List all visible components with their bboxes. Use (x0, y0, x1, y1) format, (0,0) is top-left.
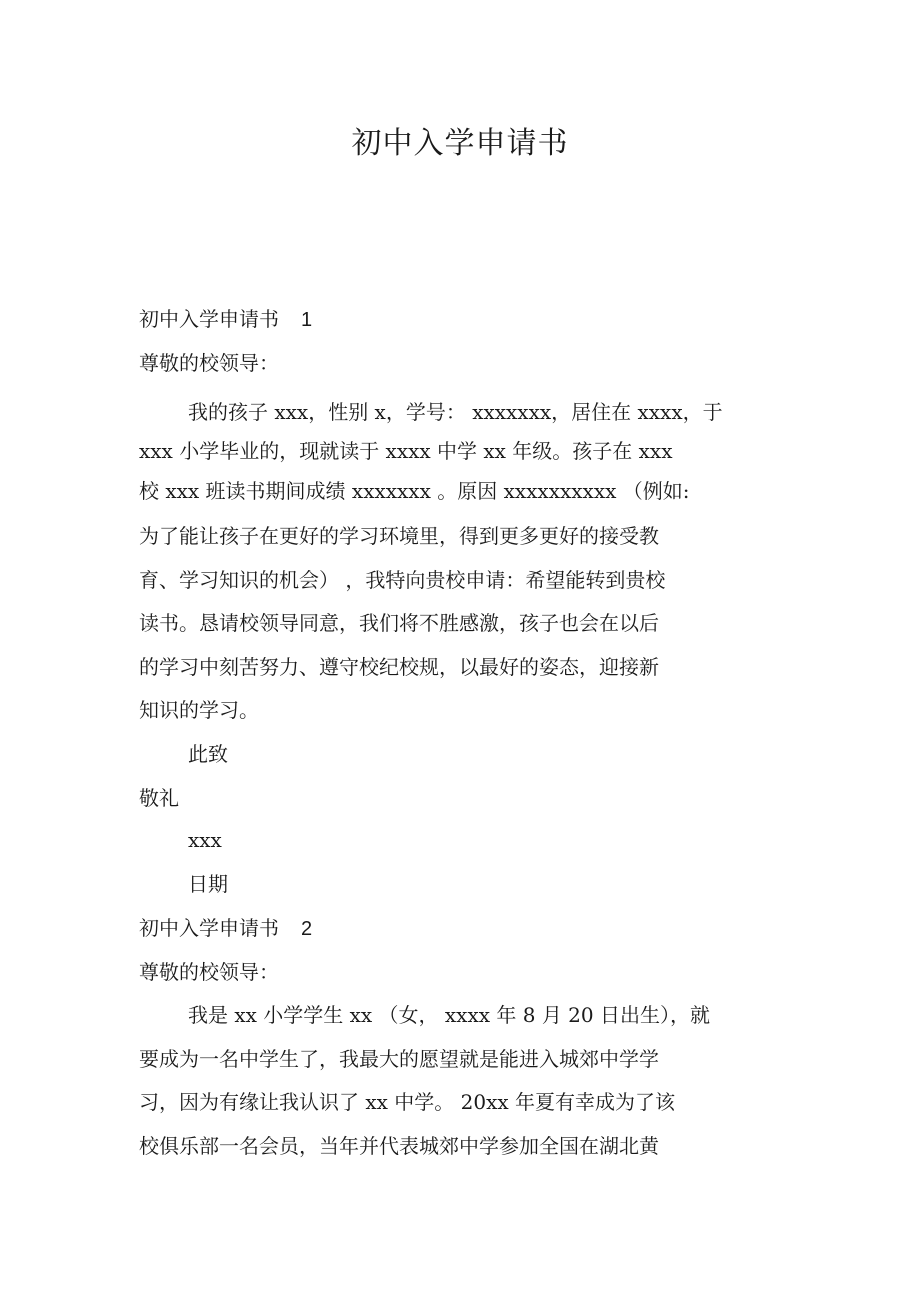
salutation: 尊敬的校领导： (139, 960, 279, 984)
document-title: 初中入学申请书 (351, 126, 569, 161)
paragraph-line: 校 xxx 班读书期间成绩 xxxxxxx 。原因 xxxxxxxxxx （例如: (139, 479, 690, 503)
paragraph-line: 习，因为有缘让我认识了 xx 中学。 20xx 年夏有幸成为了该 (139, 1090, 675, 1114)
section-number: 2 (301, 918, 313, 940)
paragraph-line: 育、学习知识的机会） ，我特向贵校申请：希望能转到贵校 (139, 568, 666, 592)
paragraph-line: 读书。恳请校领导同意，我们将不胜感激，孩子也会在以后 (139, 611, 659, 635)
paragraph-line: 校俱乐部一名会员，当年并代表城郊中学参加全国在湖北黄 (139, 1134, 659, 1158)
paragraph-line: 为了能让孩子在更好的学习环境里，得到更多更好的接受教 (139, 524, 659, 548)
paragraph-line: 知识的学习。 (139, 698, 259, 722)
section-heading-text: 初中入学申请书 (139, 916, 279, 940)
section-number: 1 (301, 309, 313, 331)
signature: xxx (188, 828, 222, 852)
paragraph-line: xxx 小学毕业的，现就读于 xxxx 中学 xx 年级。孩子在 xxx (139, 439, 673, 463)
paragraph-line: 我是 xx 小学学生 xx （女， xxxx 年 8 月 20 日出生），就 (188, 1003, 710, 1027)
paragraph-line: 的学习中刻苦努力、遵守校纪校规，以最好的姿态，迎接新 (139, 655, 659, 679)
paragraph-line: 要成为一名中学生了，我最大的愿望就是能进入城郊中学学 (139, 1047, 659, 1071)
section-1-heading (139, 309, 312, 330)
paragraph-line: 我的孩子 xxx，性别 x，学号： xxxxxxx，居住在 xxxx，于 (188, 400, 723, 424)
closing-phrase: 此致 (188, 742, 228, 766)
date-label: 日期 (188, 872, 228, 896)
section-heading-text: 初中入学申请书 (139, 307, 279, 331)
salutation: 尊敬的校领导： (139, 351, 279, 375)
closing-salute: 敬礼 (139, 786, 179, 810)
section-2-heading (139, 918, 312, 939)
